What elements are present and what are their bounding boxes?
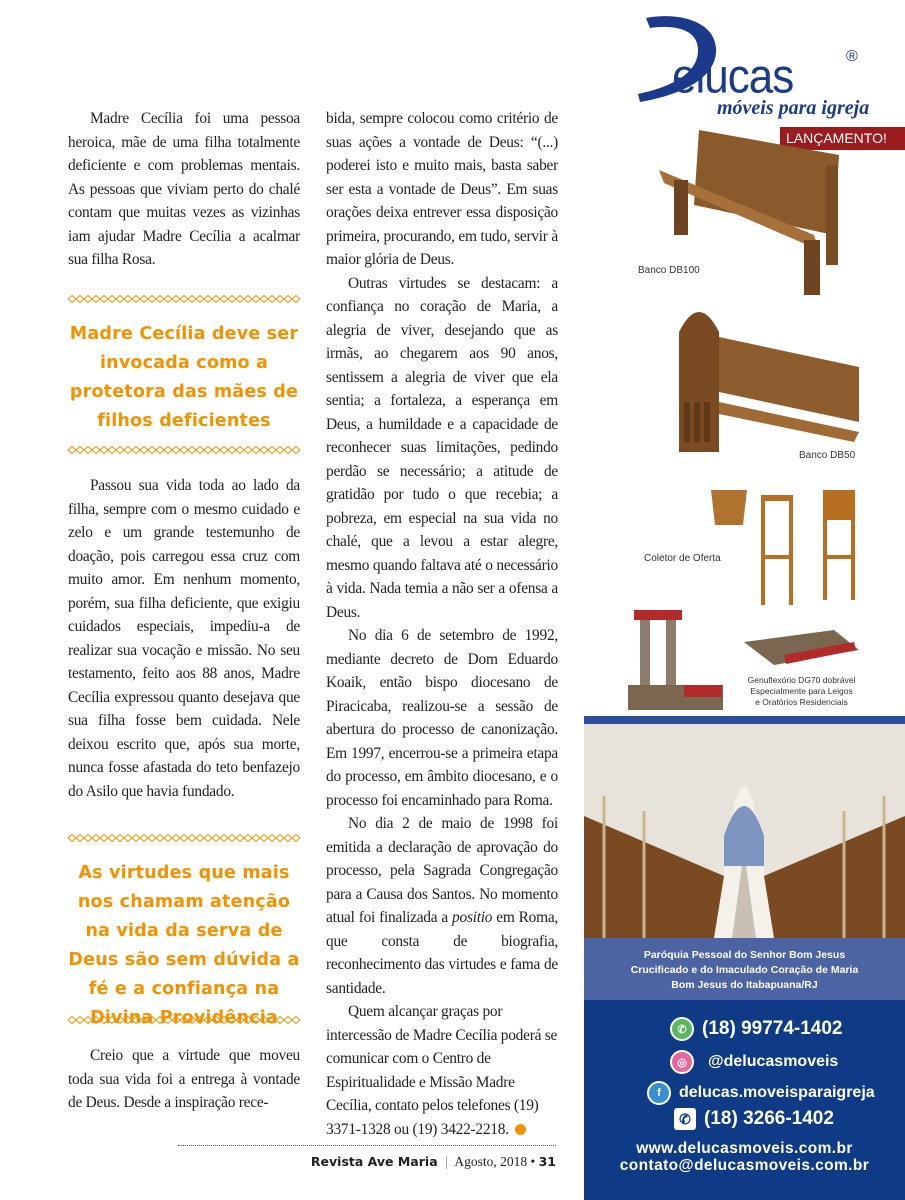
diamond-ornament [76,835,84,842]
diamond-ornament [268,1017,276,1024]
page-footer [311,1154,556,1170]
diamond-ornament [76,1017,84,1024]
diamond-ornament [84,447,92,454]
diamond-divider [68,1016,300,1024]
diamond-ornament [236,296,244,303]
diamond-ornament [188,835,196,842]
diamond-ornament [68,447,76,454]
diamond-ornament [92,1017,100,1024]
diamond-ornament [68,835,76,842]
diamond-ornament [284,1017,292,1024]
product-label-genuflexorio: Genuflexório DG70 dobrável Especialmente para Leigos e Oratórios Residenciais [747,675,856,707]
diamond-ornament [124,296,132,303]
diamond-ornament [228,447,236,454]
diamond-ornament [284,447,292,454]
paragraph: No dia 2 de maio de 1998 foi emitida a declaração de aprovação do processo, pela Sagrada Congregação para a Causa dos Santos. No momento atual foi finalizada a positio em Roma, que consta de biografia, reconhecimento das virtudes e fama de santidade. [326,815,559,997]
diamond-ornament [292,835,300,842]
diamond-ornament [196,296,204,303]
diamond-ornament [124,447,132,454]
paragraph: Creio que a virtude que moveu toda sua vida foi a entrega à vontade de Deus. Desde a inspiração rece- [68,1047,300,1111]
diamond-ornament [188,296,196,303]
diamond-ornament [84,1017,92,1024]
diamond-ornament [164,1017,172,1024]
diamond-ornament [164,447,172,454]
diamond-ornament [292,447,300,454]
diamond-ornament [116,1017,124,1024]
diamond-ornament [156,296,164,303]
diamond-ornament [276,1017,284,1024]
diamond-ornament [180,835,188,842]
diamond-ornament [108,296,116,303]
diamond-ornament [268,447,276,454]
diamond-ornament [148,447,156,454]
contact-panel [584,1000,905,1200]
diamond-ornament [108,1017,116,1024]
diamond-ornament [204,835,212,842]
diamond-ornament [132,447,140,454]
diamond-ornament [292,296,300,303]
product-label-coletor: Coletor de Oferta [644,553,721,564]
diamond-ornament [204,447,212,454]
diamond-ornament [156,447,164,454]
diamond-ornament [156,1017,164,1024]
diamond-ornament [116,296,124,303]
diamond-ornament [156,835,164,842]
paragraph: Outras virtudes se destacam: a confiança no coração de Maria, a alegria de viver, desejando que as irmãs, ao chegarem aos 90 anos, sentissem a alegria de viver que ela sentia; a fortaleza, a esperança em Deus, a humildade e a capacidade de reconhecer suas limitações, pedindo perdão se necessário; a atitude de gratidão por tudo o que recebia; a pobreza, em especial na sua vida no chalé, que a levou a estar alegre, mesmo quando faltava até o necessário à vida. Nada temia a não ser a ofensa a Deus. [326,274,558,621]
diamond-ornament [68,1017,76,1024]
footer-dot: • [530,1154,536,1169]
brand-name: elucas [672,49,794,104]
diamond-ornament [196,447,204,454]
diamond-ornament [268,296,276,303]
paragraph: Passou sua vida toda ao lado da filha, sempre com o mesmo cuidado e zelo e um grande testemunho de doação, pois carregou essa cruz com muito amor. Em nenhum momento, porém, sua filha deficiente, que exigiu cuidados especiais, impediu-a de realizar sua vocação e missão. No seu testamento, feito aos 88 anos, Madre Cecília expressou quanto desejava que sua filha fosse bem cuidada. Nele deixou escrito que, após sua morte, nunca fosse afastada do teto benfazejo do Asilo que havia fundado. [68,477,300,800]
diamond-ornament [220,296,228,303]
diamond-ornament [236,1017,244,1024]
facebook-icon: f [647,1081,671,1105]
diamond-ornament [260,447,268,454]
diamond-ornament [164,835,172,842]
page-number: 31 [538,1154,556,1169]
diamond-ornament [148,1017,156,1024]
diamond-ornament [76,296,84,303]
footer-rule [178,1145,556,1146]
diamond-ornament [244,1017,252,1024]
diamond-ornament [204,296,212,303]
diamond-ornament [260,296,268,303]
diamond-ornament [100,1017,108,1024]
diamond-ornament [212,447,220,454]
instagram-icon: ◎ [670,1050,694,1074]
diamond-ornament [140,835,148,842]
launch-badge: LANÇAMENTO! [780,127,905,150]
diamond-ornament [116,835,124,842]
registered-mark: ® [846,48,858,65]
diamond-ornament [172,1017,180,1024]
diamond-ornament [68,296,76,303]
diamond-ornament [276,296,284,303]
paragraph: No dia 6 de setembro de 1992, mediante decreto de Dom Eduardo Koaik, então bispo diocesano de Piracicaba, realizou-se a sessão de abertura do processo de canonização. Em 1997, encerrou-se a primeira etapa do processo, em âmbito diocesano, e o processo foi encaminhado para Roma. [326,627,558,809]
diamond-ornament [252,1017,260,1024]
diamond-ornament [236,447,244,454]
diamond-ornament [212,296,220,303]
diamond-ornament [92,447,100,454]
whatsapp-contact[interactable]: ✆ (18) 99774-1402 [670,1017,843,1041]
diamond-ornament [204,1017,212,1024]
diamond-ornament [84,296,92,303]
diamond-ornament [108,835,116,842]
delucas-advertisement [584,0,905,1200]
diamond-ornament [100,447,108,454]
diamond-divider [68,295,300,303]
facebook-contact[interactable]: f delucas.moveisparaigreja [647,1081,875,1105]
end-mark-icon [515,1124,526,1135]
diamond-ornament [212,835,220,842]
diamond-ornament [172,296,180,303]
whatsapp-icon: ✆ [670,1017,694,1041]
diamond-ornament [180,1017,188,1024]
pull-quote-2: As virtudes que mais nos chamam atenção na vida da serva de Deus são sem dúvida a fé e a confiança na Divina Providência [68,863,300,1028]
diamond-ornament [244,296,252,303]
diamond-ornament [140,296,148,303]
diamond-ornament [284,296,292,303]
church-caption: Paróquia Pessoal do Senhor Bom Jesus Crucificado e do Imaculado Coração de Maria Bom Jesus do Itabapuana/RJ [584,938,905,1000]
diamond-ornament [252,835,260,842]
diamond-ornament [188,447,196,454]
diamond-ornament [228,296,236,303]
diamond-ornament [276,835,284,842]
diamond-ornament [132,1017,140,1024]
diamond-ornament [100,296,108,303]
diamond-ornament [260,1017,268,1024]
diamond-ornament [188,1017,196,1024]
diamond-ornament [132,296,140,303]
product-label-db100: Banco DB100 [638,265,700,276]
issue-date: Agosto, 2018 [454,1154,528,1169]
paragraph: bida, sempre colocou como critério de suas ações a vontade de Deus: “(...) poderei isto e muito mais, basta saber ser esta a vontade de Deus”. Em suas orações deixa entrever essa disposição primeira, procurando, em tudo, servir à maior glória de Deus. [326,110,558,268]
magazine-name: Revista Ave Maria [310,1154,438,1169]
paragraph: Madre Cecília foi uma pessoa heroica, mãe de uma filha totalmente deficiente e com problemas mentais. As pessoas que viviam perto do chalé contam que muitas vezes as vizinhas iam ajudar Madre Cecília a acalmar sua filha Rosa. [68,110,300,268]
diamond-ornament [132,835,140,842]
diamond-ornament [124,1017,132,1024]
left-column-end [68,1044,300,1115]
middle-column [326,107,558,1141]
brand-tagline: móveis para igreja [717,97,870,119]
left-column-body [68,474,300,803]
diamond-ornament [228,835,236,842]
diamond-ornament [220,447,228,454]
diamond-ornament [140,447,148,454]
diamond-ornament [292,1017,300,1024]
pull-quote-1: Madre Cecília deve ser invocada como a protetora das mães de filhos deficientes [69,324,299,431]
diamond-ornament [76,447,84,454]
diamond-ornament [236,835,244,842]
diamond-ornament [220,1017,228,1024]
diamond-divider [68,446,300,454]
diamond-ornament [140,1017,148,1024]
footer-separator: | [445,1154,448,1169]
diamond-ornament [196,835,204,842]
diamond-ornament [148,296,156,303]
diamond-ornament [260,835,268,842]
instagram-contact[interactable]: ◎ @delucasmoveis [670,1050,838,1074]
diamond-ornament [92,835,100,842]
diamond-ornament [220,835,228,842]
diamond-ornament [172,447,180,454]
phone-icon: ✆ [674,1108,696,1130]
diamond-ornament [212,1017,220,1024]
diamond-ornament [252,447,260,454]
email-link[interactable]: contato@delucasmoveis.com.br [619,1157,870,1174]
bench-db50-image [674,292,864,452]
diamond-ornament [172,835,180,842]
diamond-divider [68,834,300,842]
diamond-ornament [180,296,188,303]
diamond-ornament [100,835,108,842]
website-link[interactable]: www.delucasmoveis.com.br [636,1140,853,1157]
diamond-ornament [116,447,124,454]
diamond-ornament [124,835,132,842]
diamond-ornament [92,296,100,303]
diamond-ornament [164,296,172,303]
diamond-ornament [196,1017,204,1024]
diamond-ornament [180,447,188,454]
diamond-ornament [284,835,292,842]
church-interior-photo [584,716,905,938]
diamond-ornament [252,296,260,303]
left-column-intro [68,107,300,272]
diamond-ornament [268,835,276,842]
diamond-ornament [84,835,92,842]
diamond-ornament [244,835,252,842]
product-label-db50: Banco DB50 [799,450,856,461]
diamond-ornament [148,835,156,842]
paragraph: Quem alcançar graças por intercessão de Madre Cecília poderá se comunicar com o Centro de Espiritualidade e Missão Madre Cecília, contato pelos telefones (19) 3371-1328 ou (19) 3422-2218. [326,1003,558,1138]
diamond-ornament [228,1017,236,1024]
phone-contact[interactable]: ✆ (18) 3266-1402 [674,1108,834,1130]
diamond-ornament [244,447,252,454]
diamond-ornament [108,447,116,454]
diamond-ornament [276,447,284,454]
